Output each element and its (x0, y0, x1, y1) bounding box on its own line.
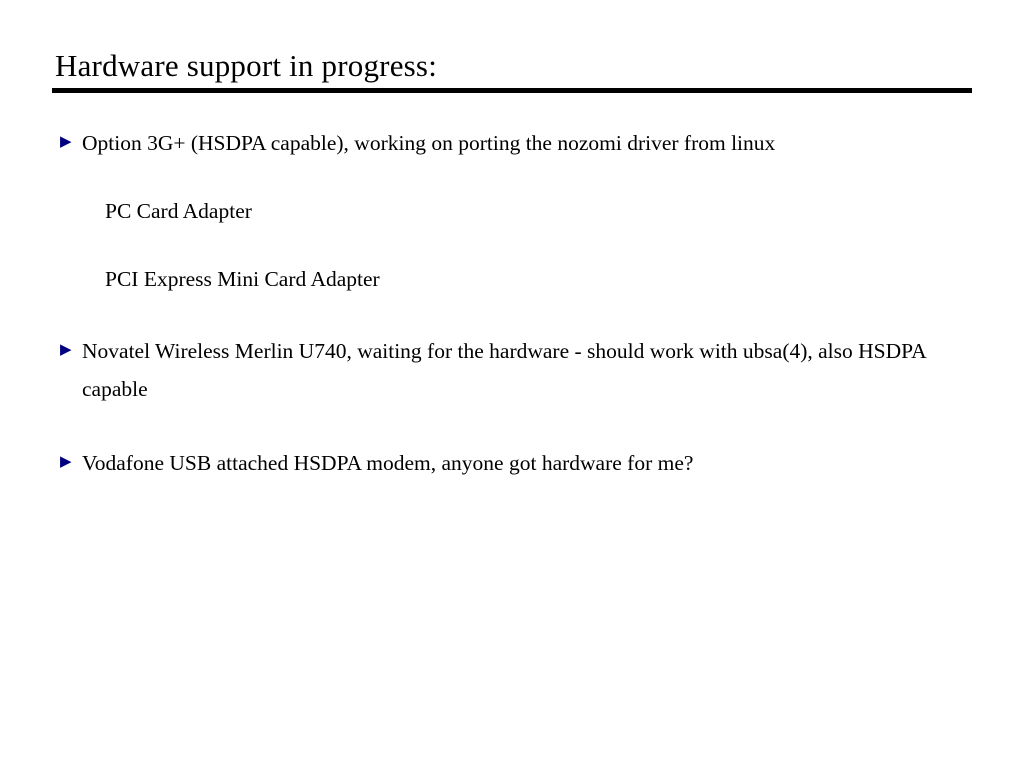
spacer (60, 298, 980, 332)
list-item (60, 444, 980, 482)
list-item-text: Vodafone USB attached HSDPA modem, anyone got hardware for me? (82, 451, 694, 475)
list-item (60, 332, 980, 408)
list-item-text: Novatel Wireless Merlin U740, waiting for the hardware - should work with ubsa(4), also HSDPA capable (82, 339, 926, 401)
title-divider (52, 88, 972, 93)
list-item (60, 192, 980, 230)
list-item (60, 124, 980, 162)
list-item-text: Option 3G+ (HSDPA capable), working on porting the nozomi driver from linux (82, 131, 776, 155)
slide-body (60, 124, 980, 482)
list-item-text: PC Card Adapter (105, 199, 252, 223)
bullet-arrow-icon: ▶ (60, 342, 72, 358)
list-item-text: PCI Express Mini Card Adapter (105, 267, 380, 291)
bullet-arrow-icon: ▶ (60, 454, 72, 470)
bullet-arrow-icon: ▶ (60, 134, 72, 150)
list-item (60, 260, 980, 298)
page-title: Hardware support in progress: (55, 48, 438, 83)
spacer (60, 408, 980, 444)
spacer (60, 162, 980, 192)
spacer (60, 230, 980, 260)
